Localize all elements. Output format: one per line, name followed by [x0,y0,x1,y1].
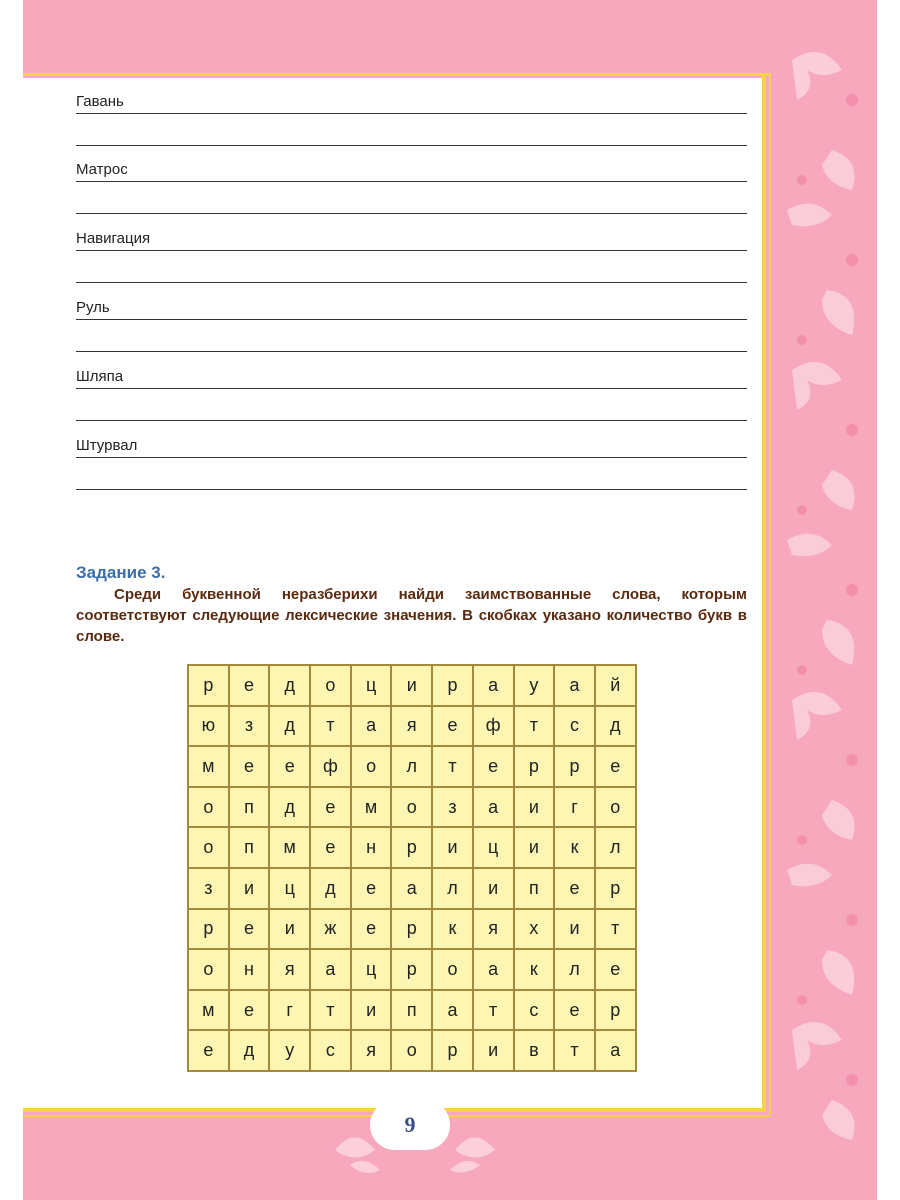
grid-cell[interactable]: м [269,827,310,868]
word-label: Шляпа [76,367,133,387]
answer-line-matros[interactable] [76,160,747,182]
grid-cell[interactable]: е [229,909,270,950]
grid-cell[interactable]: т [473,990,514,1031]
grid-cell[interactable]: р [432,1030,473,1071]
grid-cell[interactable]: ц [473,827,514,868]
grid-cell[interactable]: р [391,827,432,868]
grid-cell[interactable]: р [554,746,595,787]
grid-cell[interactable]: с [554,706,595,747]
grid-cell[interactable]: ф [473,706,514,747]
grid-cell[interactable]: и [514,787,555,828]
grid-cell[interactable]: т [554,1030,595,1071]
grid-cell[interactable]: м [351,787,392,828]
grid-cell[interactable]: е [351,868,392,909]
answer-line-blank[interactable] [76,351,747,352]
grid-cell[interactable]: у [269,1030,310,1071]
grid-cell[interactable]: р [595,990,636,1031]
grid-cell[interactable]: я [269,949,310,990]
grid-cell[interactable]: л [432,868,473,909]
grid-cell[interactable]: с [310,1030,351,1071]
answer-line-blank[interactable] [76,213,747,214]
grid-cell[interactable]: п [514,868,555,909]
grid-cell[interactable]: п [229,787,270,828]
grid-cell[interactable]: а [473,787,514,828]
grid-cell[interactable]: р [432,665,473,706]
grid-cell[interactable]: е [229,990,270,1031]
word-label: Матрос [76,160,138,180]
answer-line-shlyapa[interactable] [76,367,747,389]
grid-cell[interactable]: ц [351,665,392,706]
grid-cell[interactable]: у [514,665,555,706]
word-label: Руль [76,298,120,318]
word-label: Штурвал [76,436,147,456]
word-label: Гавань [76,92,134,112]
grid-cell[interactable]: к [514,949,555,990]
grid-cell[interactable]: е [595,746,636,787]
grid-cell[interactable]: д [595,706,636,747]
grid-cell[interactable]: а [310,949,351,990]
grid-cell[interactable]: е [351,909,392,950]
grid-cell[interactable]: з [432,787,473,828]
grid-cell[interactable]: р [391,909,432,950]
grid-cell[interactable]: п [391,990,432,1031]
frame-border [769,74,771,1114]
grid-cell[interactable]: к [432,909,473,950]
grid-cell[interactable]: и [514,827,555,868]
letter-grid [187,664,637,1072]
answer-line-gavan[interactable] [76,92,747,114]
answer-line-blank[interactable] [76,282,747,283]
grid-cell[interactable]: о [351,746,392,787]
grid-cell[interactable]: д [269,787,310,828]
grid-cell[interactable]: о [432,949,473,990]
grid-cell[interactable]: е [229,665,270,706]
grid-cell[interactable]: т [595,909,636,950]
grid-cell[interactable]: д [269,665,310,706]
grid-cell[interactable]: о [188,787,229,828]
grid-cell[interactable]: м [188,990,229,1031]
grid-cell[interactable]: е [595,949,636,990]
grid-cell[interactable]: т [310,990,351,1031]
grid-cell[interactable]: и [269,909,310,950]
grid-cell[interactable]: ю [188,706,229,747]
grid-cell[interactable]: е [432,706,473,747]
grid-cell[interactable]: е [310,827,351,868]
grid-cell[interactable]: д [229,1030,270,1071]
grid-cell[interactable]: в [514,1030,555,1071]
grid-cell[interactable]: я [473,909,514,950]
grid-cell[interactable]: т [310,706,351,747]
grid-cell[interactable]: н [351,827,392,868]
grid-cell[interactable]: я [351,1030,392,1071]
grid-cell[interactable]: а [391,868,432,909]
grid-cell[interactable]: а [473,665,514,706]
answer-line-blank[interactable] [76,489,747,490]
grid-cell[interactable]: р [391,949,432,990]
grid-cell[interactable]: м [188,746,229,787]
grid-cell[interactable]: ц [269,868,310,909]
grid-cell[interactable]: о [595,787,636,828]
answer-line-blank[interactable] [76,145,747,146]
grid-cell[interactable]: й [595,665,636,706]
grid-cell[interactable]: и [391,665,432,706]
grid-cell[interactable]: р [188,909,229,950]
page-number: 9 [370,1100,450,1150]
grid-cell[interactable]: е [269,746,310,787]
grid-cell[interactable]: о [391,787,432,828]
grid-cell[interactable]: л [595,827,636,868]
grid-cell[interactable]: ц [351,949,392,990]
grid-cell[interactable]: и [473,868,514,909]
grid-cell[interactable]: з [229,706,270,747]
grid-cell[interactable]: г [554,787,595,828]
grid-cell[interactable]: е [473,746,514,787]
grid-cell[interactable]: и [229,868,270,909]
task-title: Задание 3. [76,563,166,582]
grid-cell[interactable]: х [514,909,555,950]
grid-cell[interactable]: е [310,787,351,828]
answer-line-navigatsiya[interactable] [76,229,747,251]
grid-cell[interactable]: е [188,1030,229,1071]
floral-ornament-icon [772,40,877,1150]
grid-cell[interactable]: р [514,746,555,787]
frame-border [23,73,771,76]
grid-cell[interactable]: д [310,868,351,909]
grid-cell[interactable]: а [595,1030,636,1071]
grid-cell[interactable]: с [514,990,555,1031]
grid-cell[interactable]: е [229,746,270,787]
grid-cell[interactable]: о [188,949,229,990]
grid-cell[interactable]: з [188,868,229,909]
grid-cell[interactable]: н [229,949,270,990]
grid-cell[interactable]: и [554,909,595,950]
grid-cell[interactable]: и [432,827,473,868]
grid-cell[interactable]: т [514,706,555,747]
grid-cell[interactable]: и [351,990,392,1031]
grid-cell[interactable]: а [473,949,514,990]
grid-cell[interactable]: к [554,827,595,868]
answer-line-shturval[interactable] [76,436,747,458]
answer-line-blank[interactable] [76,420,747,421]
grid-cell[interactable]: е [554,990,595,1031]
grid-cell[interactable]: п [229,827,270,868]
grid-cell[interactable]: л [554,949,595,990]
grid-cell[interactable]: о [188,827,229,868]
grid-cell[interactable]: р [595,868,636,909]
grid-cell[interactable]: т [432,746,473,787]
grid-cell[interactable]: а [554,665,595,706]
grid-cell[interactable]: л [391,746,432,787]
grid-cell[interactable]: р [188,665,229,706]
frame-border [762,74,766,1112]
task-text: Среди буквенной неразберихи найди заимствованные слова, которым соответствуют следующие лексические значения. В скобках указано количество букв в слове. [76,586,747,645]
grid-cell[interactable]: г [269,990,310,1031]
answer-line-rul[interactable] [76,298,747,320]
grid-cell[interactable]: д [269,706,310,747]
grid-cell[interactable]: о [391,1030,432,1071]
grid-cell[interactable]: а [351,706,392,747]
grid-cell[interactable]: а [432,990,473,1031]
grid-cell[interactable]: и [473,1030,514,1071]
grid-cell[interactable]: я [391,706,432,747]
grid-cell[interactable]: о [310,665,351,706]
word-label: Навигация [76,229,160,249]
grid-cell[interactable]: е [554,868,595,909]
grid-cell[interactable]: ф [310,746,351,787]
grid-cell[interactable]: ж [310,909,351,950]
